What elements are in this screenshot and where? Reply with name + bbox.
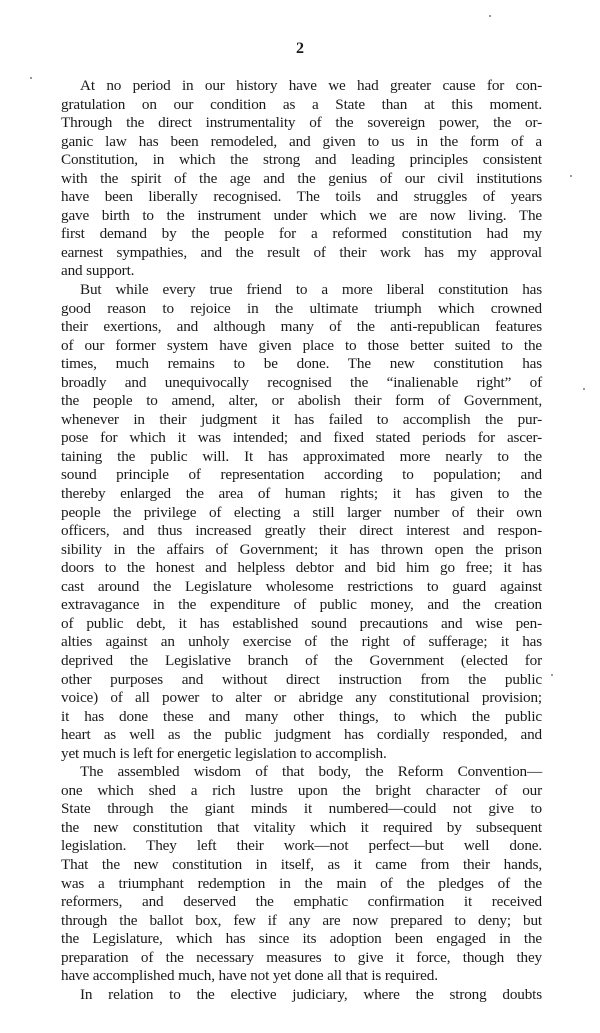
text-line: other purposes and without direct instruction from the public (61, 670, 542, 688)
text-line: good reason to rejoice in the ultimate triumph which crowned (61, 299, 542, 317)
text-line: broadly and unequivocally recognised the “inalienable right” of (61, 373, 542, 391)
text-line: gratulation on our condition as a State than at this moment. (61, 95, 542, 113)
text-line: of public debt, it has established sound precautions and wise pen- (61, 614, 542, 632)
text-line: legislation. They left their work—not perfect—but well done. (61, 837, 542, 855)
text-line: of our former system have given place to those better suited to the (61, 336, 542, 354)
text-line: The assembled wisdom of that body, the Reform Convention— (80, 763, 542, 781)
text-line: State through the giant minds it numbered—could not give to (61, 800, 542, 818)
text-line: it has done these and many other things, to which the public (61, 707, 542, 725)
text-line: In relation to the elective judiciary, where the strong doubts (80, 985, 542, 1003)
text-line: one which shed a rich lustre upon the bright character of our (61, 781, 542, 799)
document-body (61, 77, 542, 1004)
scan-speck (30, 77, 32, 79)
text-line: thereby enlarged the area of human rights; it has given to the (61, 485, 542, 503)
text-line: Constitution, in which the strong and leading principles consistent (61, 151, 542, 169)
text-line: reformers, and deserved the emphatic confirmation it received (61, 893, 542, 911)
text-line: with the spirit of the age and the genius of our civil institutions (61, 169, 542, 187)
paragraph-4 (61, 986, 542, 1005)
text-line: sibility in the affairs of Government; it has thrown open the prison (61, 540, 542, 558)
text-line: the Legislature, which has since its adoption been engaged in the (61, 930, 542, 948)
text-line: extravagance in the expenditure of public money, and the creation (61, 596, 542, 614)
text-line: first demand by the people for a reformed constitution had my (61, 225, 542, 243)
page-number: 2 (296, 40, 304, 57)
text-line: But while every true friend to a more liberal constitution has (80, 281, 542, 299)
scan-speck (583, 388, 585, 390)
text-line: yet much is left for energetic legislation to accomplish. (61, 744, 387, 762)
text-line: heart as well as the public judgment has cordially responded, and (61, 726, 542, 744)
scan-speck (489, 15, 491, 17)
text-line: was a triumphant redemption in the main of the pledges of the (61, 874, 542, 892)
text-line: taining the public will. It has approximated more nearly to the (61, 447, 542, 465)
text-line: have been liberally recognised. The toils and struggles of years (61, 188, 542, 206)
paragraph-3 (61, 763, 542, 986)
text-line: voice) of all power to alter or abridge any constitutional provision; (61, 689, 542, 707)
text-line: have accomplished much, have not yet done all that is required. (61, 967, 438, 985)
text-line: people the privilege of electing a still larger number of their own (61, 503, 542, 521)
text-line: That the new constitution in itself, as it came from their hands, (61, 855, 542, 873)
text-line: gave birth to the instrument under which we are now living. The (61, 206, 542, 224)
paragraph-2 (61, 281, 542, 763)
text-line: alties against an unholy exercise of the right of sufferage; it has (61, 633, 542, 651)
text-line: deprived the Legislative branch of the Government (elected for (61, 651, 542, 669)
text-line: ganic law has been remodeled, and given to us in the form of a (61, 132, 542, 150)
text-line: the new constitution that vitality which it required by subsequent (61, 818, 542, 836)
paragraph-1 (61, 77, 542, 281)
text-line: earnest sympathies, and the result of their work has my approval (61, 243, 542, 261)
text-line: preparation of the necessary measures to give it force, though they (61, 948, 542, 966)
text-line: cast around the Legislature wholesome restrictions to guard against (61, 577, 542, 595)
text-line: through the ballot box, few if any are now prepared to deny; but (61, 911, 542, 929)
text-line: whenever in their judgment it has failed to accomplish the pur- (61, 410, 542, 428)
text-line: and support. (61, 262, 135, 280)
text-line: doors to the honest and helpless debtor and bid him go free; it has (61, 559, 542, 577)
text-line: their exertions, and although many of the anti-republican features (61, 318, 542, 336)
text-line: At no period in our history have we had greater cause for con- (80, 77, 542, 94)
text-line: officers, and thus increased greatly their direct interest and respon- (61, 522, 542, 540)
text-line: sound principle of representation according to population; and (61, 466, 542, 484)
text-line: times, much remains to be done. The new constitution has (61, 355, 542, 373)
scan-speck (551, 674, 553, 676)
text-line: the people to amend, alter, or abolish their form of Government, (61, 392, 542, 410)
text-line: Through the direct instrumentality of the sovereign power, the or- (61, 114, 542, 132)
text-line: pose for which it was intended; and fixed stated periods for ascer- (61, 429, 542, 447)
scan-speck (570, 175, 572, 177)
